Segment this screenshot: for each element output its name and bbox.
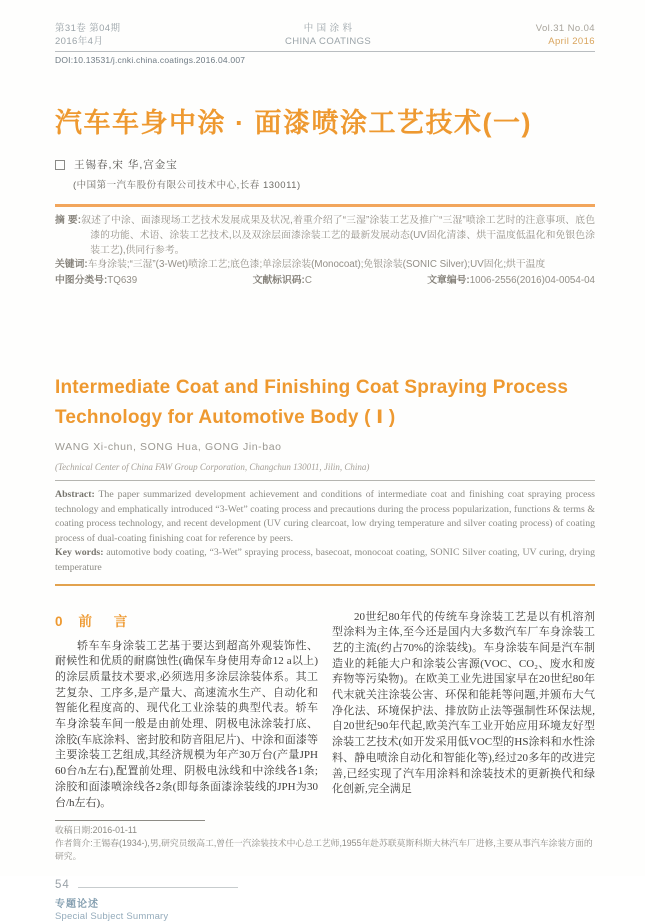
date-en: April 2016	[548, 36, 595, 47]
volume-issue-en: Vol.31 No.04	[535, 23, 595, 34]
abstract-text-cn: 叙述了中涂、面漆现场工艺技术发展成果及状况,着重介绍了“三湿”涂装工艺及推广“三湿”喷涂工艺时的注意事项、底色漆的功能、术语、涂装工艺技术,以及双涂层面漆涂装工艺的最新发展动态(UV固化清漆、烘干温度低温化和免银色涂装工艺),供同行参考。	[81, 215, 596, 256]
section-0-number: 0	[55, 613, 65, 629]
journal-name-en: CHINA COATINGS	[284, 36, 372, 47]
document-code	[253, 274, 312, 289]
date-cn: 2016年4月	[55, 36, 104, 47]
authors-en: WANG Xi-chun, SONG Hua, GONG Jin-bao	[55, 440, 282, 453]
article-id-value: 1006-2556(2016)04-0054-04	[469, 275, 595, 287]
author-square-marker	[55, 160, 65, 170]
header-right	[536, 22, 595, 48]
column-title-en: Special Subject Summary	[55, 911, 169, 922]
affiliation-en: (Technical Center of China FAW Group Corporation, Changchun 130011, Jilin, China)	[55, 461, 370, 472]
footnote	[55, 820, 595, 863]
abstract-box-cn	[55, 204, 595, 289]
volume-issue-cn: 第31卷 第04期	[55, 23, 121, 34]
doi-text: DOI:10.13531/j.cnki.china.coatings.2016.04.007	[55, 55, 246, 65]
right-column	[332, 610, 595, 812]
page-header	[55, 22, 595, 48]
left-column	[55, 610, 318, 812]
authors-row	[55, 157, 595, 172]
clc-value: TQ639	[107, 275, 138, 287]
section-0-title: 前 言	[78, 613, 137, 629]
author-bio: 作者简介:王锡春(1934-),男,研究员级高工,曾任一汽涂装技术中心总工艺师,1955年赴苏联莫斯科斯大林汽车厂进修,主要从事汽车涂装方面的研究。	[55, 838, 593, 862]
abstract-cn	[55, 214, 595, 258]
abstract-box-en	[55, 480, 595, 586]
received-date: 收稿日期:2016-01-11	[55, 825, 137, 836]
article-title-cn: 汽车车身中涂 · 面漆喷涂工艺技术(一)	[55, 108, 532, 138]
clc-label: 中图分类号:	[55, 275, 108, 287]
keywords-text-en: automotive body coating, “3-Wet” spraying process, basecoat, monocoat coating, SONIC Silver coating, UV curing, drying temperature	[55, 547, 595, 573]
keywords-cn	[55, 258, 595, 273]
doc-code-label: 文献标识码:	[252, 275, 305, 287]
abstract-label-cn: 摘 要:	[55, 215, 82, 226]
abstract-text-en: The paper summarized development achievement and conditions of intermediate coat and finishing coat spraying process technology and emphatically introduced “3-Wet” coating process and precautions during the process popularization, functions & terms & coating process technology, and recent development (UV curing clearcoat, low drying temperature and silver coating process) of coating process of dual-coating finishing coat for reference by peers.	[55, 488, 595, 544]
article-id-label: 文章编号:	[427, 275, 470, 287]
body-paragraph-right: 20世纪80年代的传统车身涂装工艺是以有机溶剂型涂料为主体,至今还是国内大多数汽车厂车身涂装工艺的主流(约占70%的涂装线)。车身涂装车间是汽车制造业的耗能大户和涂装公害源(VOC、CO₂、废水和废弃物等污染物)。在欧美工业先进国家早在20世纪80年代末就关注涂装公害、环保和能耗等问题,并颁布大气净化法、环境保护法、排放防止法等强制性环保法规,自20世纪90年代起,欧美汽车工业开始应用环境友好型涂装工艺技术(如开发采用低VOC型的HS涂料和水性涂料、静电喷涂自动化和智能化等),经过20多年的改进完善,已经实现了汽车用涂料和涂装技术的更新换代和绿化创新,完全满足	[332, 610, 595, 796]
article-title-en: Intermediate Coat and Finishing Coat Spraying Process Technology for Automotive Body ( Ⅰ )	[55, 376, 569, 428]
classification-row	[55, 274, 595, 289]
abstract-label-en: Abstract:	[55, 488, 95, 500]
page-number-row	[55, 879, 595, 891]
page-number-rule	[78, 887, 238, 888]
abstract-en	[55, 488, 595, 546]
body-paragraph-left: 轿车车身涂装工艺基于要达到超高外观装饰性、耐候性和优质的耐腐蚀性(确保车身使用寿命12 a以上)的涂层质量技术要求,必须选用多涂层涂装体系。其工艺复杂、工序多,是产量大、高速流水生产、自动化和智能化程度高的、现代化工业涂装的典型代表。轿车车身涂装车间一般是由前处理、阴极电泳涂装打底、涂胶(车底涂料、密封胶和防音阻尼片)、中涂和面漆等主要涂装工艺组成,其经济规模为年产30万台(产量JPH 60台/h左右),配置前处理、阴极电泳线和中涂线各1条;涂胶和面漆喷涂线各2条(即每条面漆涂装线的JPH为30台/h左右)。	[55, 639, 318, 809]
affiliation-cn: (中国第一汽车股份有限公司技术中心,长春 130011)	[73, 180, 301, 191]
footnote-divider	[55, 820, 205, 821]
keywords-label-en: Key words:	[55, 547, 104, 559]
body-columns	[55, 610, 595, 812]
keywords-en	[55, 546, 595, 575]
page-number: 54	[55, 879, 70, 892]
journal-name-cn: 中 国 涂 料	[303, 23, 353, 34]
article-id	[427, 274, 595, 289]
section-0-heading	[55, 610, 318, 630]
column-title-cn: 专题论述	[55, 899, 99, 911]
doc-code-value: C	[304, 275, 312, 287]
page-footer	[55, 879, 595, 922]
header-left	[55, 22, 120, 48]
keywords-text-cn: 车身涂装;“三湿”(3-Wet)喷涂工艺;底色漆;单涂层涂装(Monocoat);免银涂装(SONIC Silver);UV固化;烘干温度	[87, 259, 546, 271]
keywords-label-cn: 关键词:	[55, 259, 88, 271]
header-divider	[55, 51, 595, 52]
authors-cn: 王锡春,宋 华,宫金宝	[74, 159, 178, 171]
header-center	[285, 22, 371, 48]
clc-number	[55, 274, 137, 289]
